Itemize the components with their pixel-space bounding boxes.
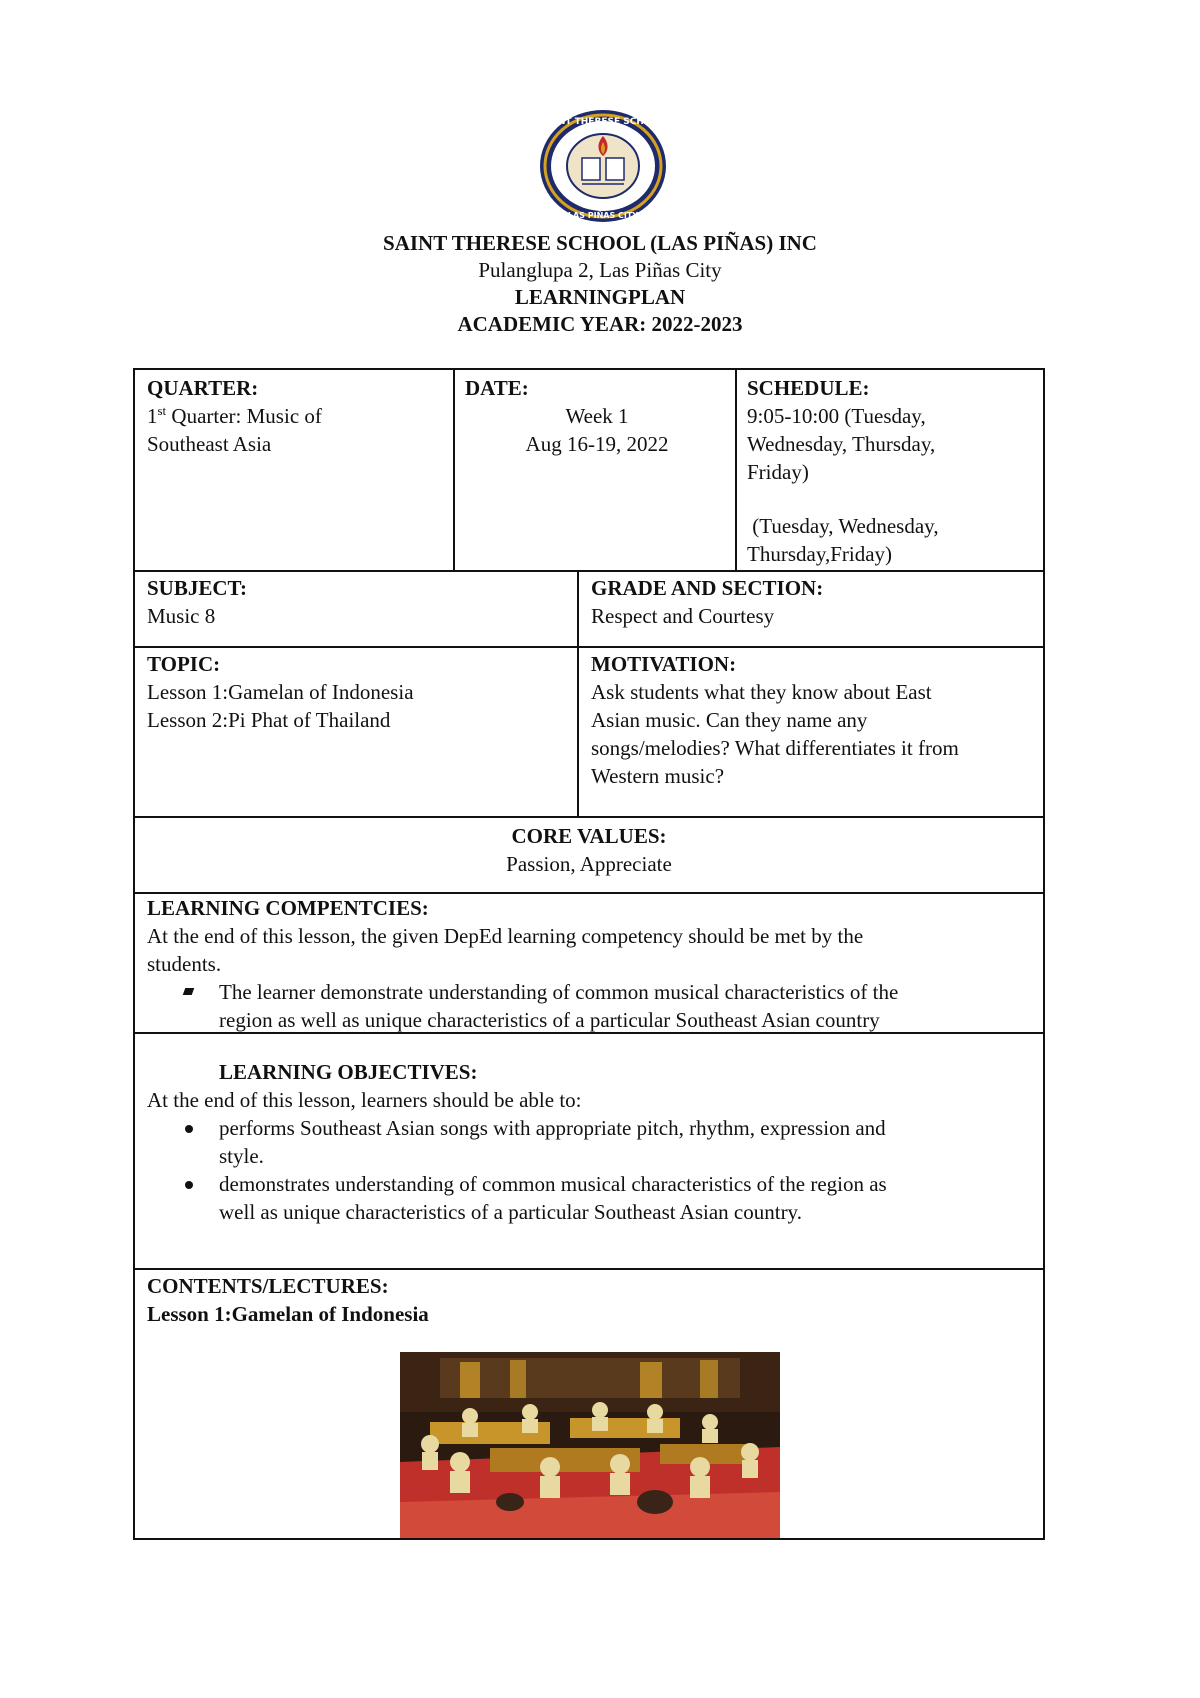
motivation-cell xyxy=(591,650,1041,790)
competencies-intro: students. xyxy=(147,952,222,976)
topic-label: TOPIC: xyxy=(147,652,221,676)
topic-lesson-1: Lesson 1:Gamelan of Indonesia xyxy=(147,680,414,704)
topic-lesson-2: Lesson 2:Pi Phat of Thailand xyxy=(147,708,391,732)
academic-year: ACADEMIC YEAR: 2022-2023 xyxy=(457,312,743,336)
schedule-cell xyxy=(747,374,1043,568)
subject-value: Music 8 xyxy=(147,604,216,628)
column-divider xyxy=(453,370,455,570)
grade-section-cell xyxy=(591,574,1031,630)
row-divider xyxy=(135,646,1043,648)
topic-cell xyxy=(147,650,567,734)
school-address: Pulanglupa 2, Las Piñas City xyxy=(478,258,722,282)
learning-plan-table xyxy=(133,368,1045,1540)
contents-cell xyxy=(147,1272,1037,1328)
document-title: LEARNINGPLAN xyxy=(514,285,686,309)
core-values-cell xyxy=(135,822,1043,878)
competencies-list xyxy=(147,978,1037,1034)
objectives-intro: At the end of this lesson, learners should be able to: xyxy=(147,1088,582,1112)
competencies-cell xyxy=(147,894,1037,1034)
document-header xyxy=(0,230,1200,338)
motivation-line: Asian music. Can they name any xyxy=(591,708,868,732)
quarter-cell xyxy=(147,374,447,458)
svg-text:SAINT THERESE SCHOOL: SAINT THERESE SCHOOL xyxy=(541,117,665,127)
row-divider xyxy=(135,816,1043,818)
competencies-label: LEARNING COMPENTCIES: xyxy=(147,896,429,920)
quarter-line2: Southeast Asia xyxy=(147,432,272,456)
objectives-cell xyxy=(147,1058,1037,1226)
competencies-intro: At the end of this lesson, the given DepEd learning competency should be met by the xyxy=(147,924,864,948)
column-divider xyxy=(577,570,579,816)
motivation-line: Western music? xyxy=(591,764,725,788)
motivation-line: Ask students what they know about East xyxy=(591,680,932,704)
schedule-line: Thursday,Friday) xyxy=(747,542,893,566)
schedule-line: Friday) xyxy=(747,460,809,484)
grade-section-value: Respect and Courtesy xyxy=(591,604,775,628)
subject-cell xyxy=(147,574,567,630)
bullet-icon xyxy=(185,1181,193,1189)
quarter-label: QUARTER: xyxy=(147,376,259,400)
date-week: Week 1 xyxy=(565,404,629,428)
schedule-line: Wednesday, Thursday, xyxy=(747,432,936,456)
date-cell xyxy=(465,374,729,458)
row-divider xyxy=(135,1268,1043,1270)
gamelan-ensemble-photo xyxy=(400,1352,780,1538)
row-divider xyxy=(135,570,1043,572)
quarter-line1: 1st Quarter: Music of xyxy=(147,403,322,428)
date-label: DATE: xyxy=(465,376,529,400)
motivation-label: MOTIVATION: xyxy=(591,652,737,676)
date-range: Aug 16-19, 2022 xyxy=(525,432,669,456)
bullet-icon xyxy=(185,1125,193,1133)
list-item: performs Southeast Asian songs with appropriate pitch, rhythm, expression and style. xyxy=(147,1114,1037,1170)
schedule-label: SCHEDULE: xyxy=(747,376,870,400)
svg-text:LAS PIÑAS CITY: LAS PIÑAS CITY xyxy=(567,211,639,220)
core-values-value: Passion, Appreciate xyxy=(506,852,672,876)
objectives-list xyxy=(147,1114,1037,1226)
contents-label: CONTENTS/LECTURES: xyxy=(147,1274,389,1298)
schedule-line: (Tuesday, Wednesday, xyxy=(747,514,939,538)
column-divider xyxy=(735,370,737,570)
school-seal-logo xyxy=(538,108,668,224)
contents-lesson-heading: Lesson 1:Gamelan of Indonesia xyxy=(147,1302,429,1326)
grade-section-label: GRADE AND SECTION: xyxy=(591,576,824,600)
objectives-label: LEARNING OBJECTIVES: xyxy=(219,1060,478,1084)
list-item: The learner demonstrate understanding of common musical characteristics of the region as well as unique characteristics of a particular Southeast Asian country xyxy=(147,978,1037,1034)
core-values-label: CORE VALUES: xyxy=(511,824,667,848)
school-name: SAINT THERESE SCHOOL (LAS PIÑAS) INC xyxy=(383,231,817,255)
bullet-icon xyxy=(183,988,195,995)
list-item: demonstrates understanding of common musical characteristics of the region as well as unique characteristics of a particular Southeast Asian country. xyxy=(147,1170,1037,1226)
motivation-line: songs/melodies? What differentiates it from xyxy=(591,736,959,760)
subject-label: SUBJECT: xyxy=(147,576,247,600)
schedule-line: 9:05-10:00 (Tuesday, xyxy=(747,404,926,428)
